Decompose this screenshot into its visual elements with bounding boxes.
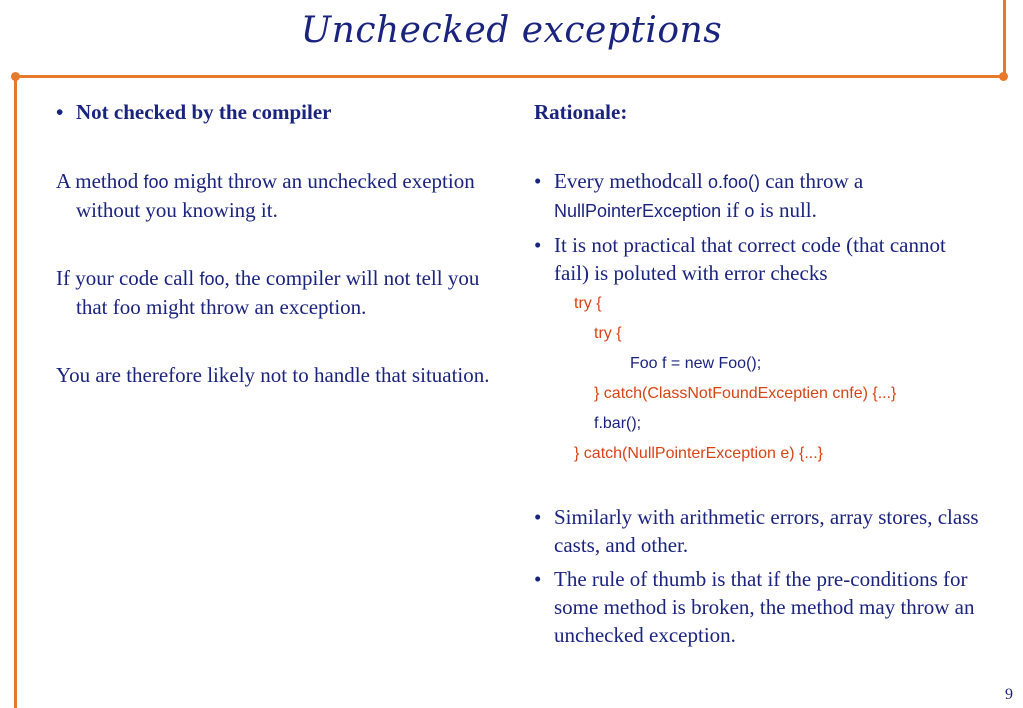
p2-pre: If your code call bbox=[56, 266, 200, 290]
left-column bbox=[56, 98, 501, 389]
left-paragraph-1 bbox=[56, 167, 501, 224]
left-dot-ornament bbox=[11, 72, 20, 81]
code-line-5: f.bar(); bbox=[594, 415, 642, 432]
rationale-bullet-3: • Similarly with arithmetic errors, array stores, class casts, and other. bbox=[534, 503, 979, 559]
code-line-3: Foo f = new Foo(); bbox=[630, 355, 762, 372]
left-bullet-heading bbox=[56, 98, 501, 126]
p2-code: foo bbox=[199, 269, 225, 289]
b1-code-npe: NullPointerException bbox=[554, 201, 722, 221]
right-vertical-rule bbox=[1003, 0, 1006, 78]
b1-code-o: o bbox=[744, 201, 755, 221]
p2-post: , the compiler will not tell you that foo might throw an exception. bbox=[76, 266, 480, 319]
b1-pre: Every methodcall bbox=[554, 169, 708, 193]
right-dot-ornament bbox=[999, 72, 1008, 81]
left-vertical-rule bbox=[14, 76, 17, 708]
rationale-bullet-4: • The rule of thumb is that if the pre-conditions for some method is broken, the method may throw an unchecked exception. bbox=[534, 565, 979, 649]
p1-code: foo bbox=[143, 172, 169, 192]
slide-title: Unchecked exceptions bbox=[300, 10, 723, 51]
code-line-2: try { bbox=[594, 325, 622, 342]
code-line-4: } catch(ClassNotFoundExceptien cnfe) {...} bbox=[594, 385, 897, 402]
right-column bbox=[534, 98, 979, 649]
top-divider bbox=[16, 75, 1006, 78]
code-line-6: } catch(NullPointerException e) {...} bbox=[574, 445, 824, 462]
code-line-1: try { bbox=[574, 295, 602, 312]
p1-post: might throw an unchecked exeption without you knowing it. bbox=[76, 169, 475, 222]
left-paragraph-3: You are therefore likely not to handle that situation. bbox=[56, 363, 490, 387]
left-bullet-heading-text: Not checked by the compiler bbox=[76, 100, 332, 124]
left-paragraph-2 bbox=[56, 264, 501, 321]
p1-pre: A method bbox=[56, 169, 144, 193]
b1-code-ofoo: o.foo() bbox=[707, 172, 760, 192]
rationale-bullet-2: • It is not practical that correct code (that cannot fail) is poluted with error checks bbox=[534, 231, 979, 287]
b1-mid2: if bbox=[721, 198, 745, 222]
b1-mid: can throw a bbox=[759, 169, 864, 193]
b1-post: is null. bbox=[754, 198, 817, 222]
code-example bbox=[534, 289, 979, 469]
rationale-bullet-1 bbox=[534, 167, 979, 225]
rationale-heading: Rationale: bbox=[534, 100, 628, 124]
page-number: 9 bbox=[1005, 686, 1013, 703]
